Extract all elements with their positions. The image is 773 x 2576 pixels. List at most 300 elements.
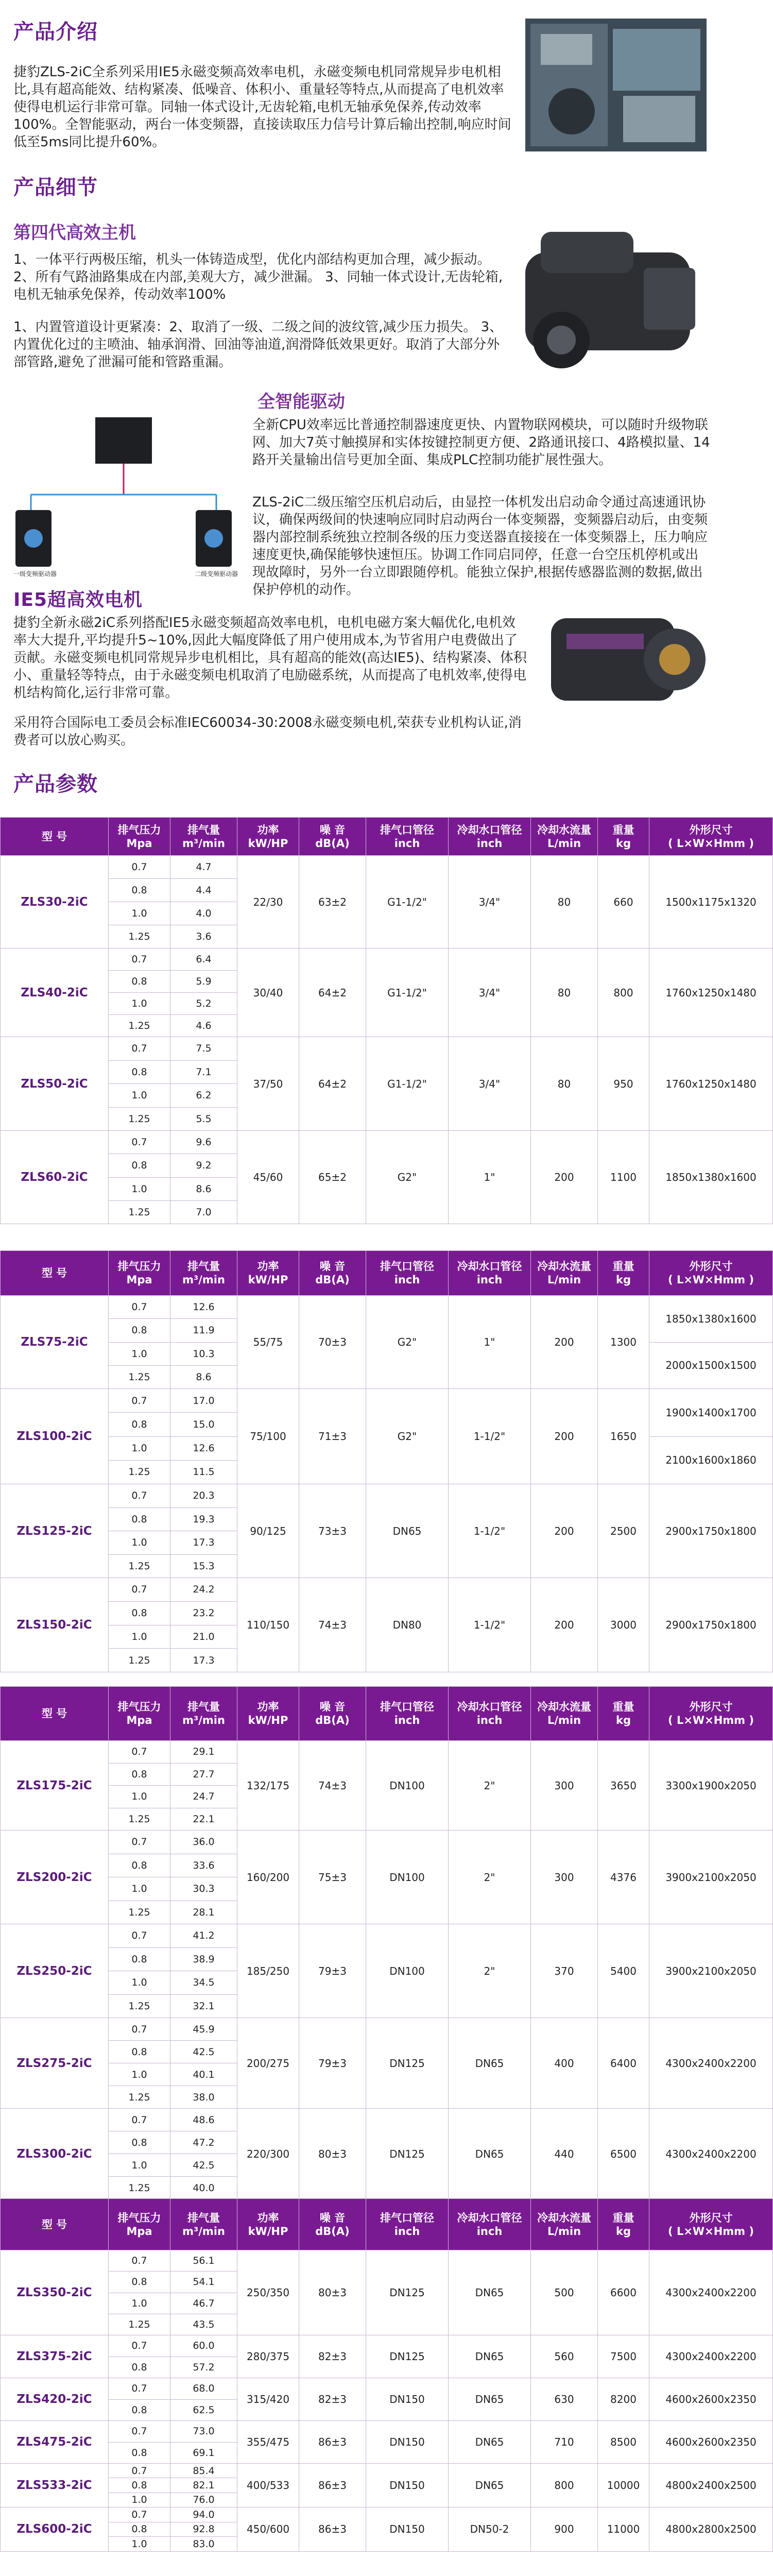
model-name: ZLS350-2iC xyxy=(1,2250,109,2335)
drive-text-2: ZLS-2iC二级压缩空压机启动后，由显控一体机发出启动命令通过高速通讯协议，确保两级间的快速响应同时启动两台一体变频器，变频器启动后，由变频器内部控制系统独立控制各级的压力变送器直接接在一体变频器上，压力响应速度更快,确保能够快速恒压。协调工作同启同停，任意一台空压机停机或出现故障时，另外一台立即跟随停机。能独立保护,根据传感器监测的数据,做出保护停机的动作。 xyxy=(252,495,708,598)
pressure-value: 0.7 xyxy=(109,1578,170,1602)
model-name: ZLS200-2iC xyxy=(1,1831,109,1924)
noise-value: 73±3 xyxy=(299,1484,366,1578)
model-name: ZLS420-2iC xyxy=(1,2378,109,2421)
spec-table xyxy=(0,1250,773,1672)
power-value: 280/375 xyxy=(237,2335,299,2378)
outlet-value: DN80 xyxy=(366,1578,449,1672)
water-flow-value: 500 xyxy=(531,2250,598,2335)
header-model: 型 号 xyxy=(1,1687,109,1741)
water-flow-value: 800 xyxy=(531,2464,598,2507)
params-title: 产品参数 xyxy=(13,772,98,796)
table-row xyxy=(1,1578,773,1602)
header-model: 型 号 xyxy=(1,1251,109,1296)
header-outlet: 排气口管径 inch xyxy=(366,818,449,856)
power-value: 160/200 xyxy=(237,1831,299,1924)
table-row xyxy=(1,2421,773,2443)
spec-table xyxy=(0,2198,773,2552)
water-flow-value: 440 xyxy=(531,2109,598,2199)
flow-value: 7.0 xyxy=(170,1200,237,1224)
cooling-pipe-value: 2" xyxy=(449,1831,531,1924)
pressure-value: 1.0 xyxy=(109,1436,170,1460)
weight-value: 6400 xyxy=(598,2018,649,2109)
dimension-value: 2900x1750x1800 xyxy=(649,1578,773,1672)
detail-point-1: 1、一体平行两极压缩，机头一体铸造成型，优化内部结构更加合理，减少振动。 2、所有气路油路集成在内部,美观大方，减少泄漏。 3、同轴一体式设计,无齿轮箱,电机无轴承免保养，传动效率100% xyxy=(13,252,503,302)
header-noise: 噪 音 dB(A) xyxy=(299,1251,366,1296)
pressure-value: 0.8 xyxy=(109,2131,170,2154)
model-name: ZLS533-2iC xyxy=(1,2464,109,2507)
power-value: 22/30 xyxy=(237,856,299,948)
pressure-value: 0.7 xyxy=(109,1831,170,1854)
spec-table xyxy=(0,1686,773,2199)
power-value: 37/50 xyxy=(237,1037,299,1131)
dimension-value: 1850x1380x1600 xyxy=(649,1296,773,1343)
power-value: 110/150 xyxy=(237,1578,299,1672)
flow-value: 17.3 xyxy=(170,1649,237,1672)
flow-value: 10.3 xyxy=(170,1342,237,1365)
outlet-value: DN150 xyxy=(366,2464,449,2507)
flow-value: 40.0 xyxy=(170,2177,237,2199)
pressure-value: 1.25 xyxy=(109,1649,170,1672)
power-value: 75/100 xyxy=(237,1389,299,1484)
header-noise: 噪 音 dB(A) xyxy=(299,818,366,856)
flow-value: 57.2 xyxy=(170,2357,237,2378)
weight-value: 11000 xyxy=(598,2507,649,2551)
water-flow-value: 900 xyxy=(531,2507,598,2551)
water-flow-value: 400 xyxy=(531,2018,598,2109)
flow-value: 68.0 xyxy=(170,2378,237,2400)
flow-value: 32.1 xyxy=(170,1994,237,2018)
motor-text-1: 捷豹全新永磁2iC系列搭配IE5永磁变频超高效率电机，电机电磁方案大幅优化,电机效率大大提升,平均提升5~10%,因此大幅度降低了用户使用成本,为节省用户电费做出了贡献。永磁变频电机同常规异步电机相比，具有超高的能效(高达IE5)、结构紧凑、体积小、重量轻等特点，由于永磁变频电机取消了电励磁系统，从而提高了电机效率,使得电机结构简化,运行非常可靠。 xyxy=(13,615,527,701)
pressure-value: 1.25 xyxy=(109,1107,170,1131)
outlet-value: DN125 xyxy=(366,2109,449,2199)
airend-photo xyxy=(515,222,706,386)
flow-value: 24.2 xyxy=(170,1578,237,1602)
water-flow-value: 300 xyxy=(531,1831,598,1924)
compressor-interior-photo xyxy=(525,19,707,151)
intro-title: 产品介绍 xyxy=(13,20,98,44)
water-flow-value: 200 xyxy=(531,1131,598,1224)
power-value: 45/60 xyxy=(237,1131,299,1224)
noise-value: 82±3 xyxy=(299,2378,366,2421)
outlet-value: G2" xyxy=(366,1296,449,1389)
pressure-value: 0.8 xyxy=(109,2041,170,2063)
table-row xyxy=(1,2109,773,2131)
header-cool: 冷却水口管径 inch xyxy=(449,1251,531,1296)
dimension-value: 3300x1900x2050 xyxy=(649,1741,773,1831)
pressure-value: 0.7 xyxy=(109,1484,170,1508)
cooling-pipe-value: DN65 xyxy=(449,2335,531,2378)
flow-value: 92.8 xyxy=(170,2522,237,2537)
water-flow-value: 300 xyxy=(531,1741,598,1831)
pressure-value: 1.0 xyxy=(109,2537,170,2552)
outlet-value: DN100 xyxy=(366,1741,449,1831)
table-row xyxy=(1,1389,773,1413)
pressure-value: 1.0 xyxy=(109,1084,170,1108)
diagram-right-label: 二级变频驱动器 xyxy=(194,570,238,578)
cooling-pipe-value: 2" xyxy=(449,1741,531,1831)
noise-value: 63±2 xyxy=(299,856,366,948)
outlet-value: G2" xyxy=(366,1389,449,1484)
cooling-pipe-value: 1-1/2" xyxy=(449,1389,531,1484)
dimension-value: 1760x1250x1480 xyxy=(649,948,773,1037)
pressure-value: 0.7 xyxy=(109,1037,170,1061)
header-dim: 外形尺寸 ( L×W×Hmm ) xyxy=(649,1687,773,1741)
flow-value: 4.4 xyxy=(170,879,237,902)
header-pressure: 排气压力 Mpa xyxy=(109,1251,170,1296)
pressure-value: 0.7 xyxy=(109,1296,170,1319)
spec-table xyxy=(0,817,773,1224)
outlet-value: G1-1/2" xyxy=(366,948,449,1037)
header-pressure: 排气压力 Mpa xyxy=(109,2199,170,2250)
cooling-pipe-value: DN65 xyxy=(449,2250,531,2335)
flow-value: 9.6 xyxy=(170,1131,237,1154)
table-row xyxy=(1,2507,773,2522)
flow-value: 45.9 xyxy=(170,2018,237,2041)
noise-value: 79±3 xyxy=(299,2018,366,2109)
pressure-value: 1.25 xyxy=(109,1365,170,1388)
flow-value: 73.0 xyxy=(170,2421,237,2443)
flow-value: 8.6 xyxy=(170,1177,237,1200)
noise-value: 64±2 xyxy=(299,1037,366,1131)
flow-value: 83.0 xyxy=(170,2537,237,2552)
flow-value: 69.1 xyxy=(170,2442,237,2464)
table-row xyxy=(1,1296,773,1319)
weight-value: 3650 xyxy=(598,1741,649,1831)
dimension-value: 3900x2100x2050 xyxy=(649,1924,773,2018)
model-name: ZLS600-2iC xyxy=(1,2507,109,2551)
flow-value: 36.0 xyxy=(170,1831,237,1854)
model-name: ZLS175-2iC xyxy=(1,1741,109,1831)
pressure-value: 1.25 xyxy=(109,1808,170,1831)
model-name: ZLS30-2iC xyxy=(1,856,109,948)
table-row xyxy=(1,1037,773,1061)
drive-diagram xyxy=(5,407,247,577)
flow-value: 56.1 xyxy=(170,2250,237,2272)
weight-value: 5400 xyxy=(598,1924,649,2018)
model-name: ZLS100-2iC xyxy=(1,1389,109,1484)
pressure-value: 1.25 xyxy=(109,1015,170,1037)
detail-title: 产品细节 xyxy=(13,176,98,199)
table-row xyxy=(1,1484,773,1508)
pressure-value: 0.8 xyxy=(109,2357,170,2378)
table-row xyxy=(1,948,773,971)
header-flow: 排气量 m³/min xyxy=(170,1251,237,1296)
pressure-value: 0.8 xyxy=(109,2478,170,2493)
intro-text: 捷豹ZLS-2iC全系列采用IE5永磁变频高效率电机，永磁变频电机同常规异步电机相比,具有超高能效、结构紧凑、低噪音、体积小、重量轻等特点,从而提高了电机效率使得电机运行非常可靠。同轴一体式设计,无齿轮箱,电机无轴承免保养,传动效率100%。全智能驱动，两台一体变频器，直接读取压力信号计算后输出控制,响应时间低至5ms同比提升60%。 xyxy=(13,64,511,150)
flow-value: 15.0 xyxy=(170,1413,237,1436)
weight-value: 950 xyxy=(598,1037,649,1131)
header-noise: 噪 音 dB(A) xyxy=(299,2199,366,2250)
pressure-value: 0.8 xyxy=(109,971,170,993)
pressure-value: 0.8 xyxy=(109,2272,170,2293)
pressure-value: 0.8 xyxy=(109,2399,170,2421)
pressure-value: 1.0 xyxy=(109,2063,170,2086)
dimension-value: 2900x1750x1800 xyxy=(649,1484,773,1578)
outlet-value: DN100 xyxy=(366,1924,449,2018)
flow-value: 8.6 xyxy=(170,1365,237,1388)
flow-value: 28.1 xyxy=(170,1901,237,1924)
flow-value: 34.5 xyxy=(170,1971,237,1995)
pressure-value: 1.25 xyxy=(109,1994,170,2018)
noise-value: 86±3 xyxy=(299,2507,366,2551)
pressure-value: 0.7 xyxy=(109,1389,170,1413)
motor-photo xyxy=(546,603,711,711)
model-name: ZLS275-2iC xyxy=(1,2018,109,2109)
pressure-value: 1.0 xyxy=(109,1786,170,1808)
weight-value: 7500 xyxy=(598,2335,649,2378)
weight-value: 1100 xyxy=(598,1131,649,1224)
pressure-value: 1.25 xyxy=(109,1554,170,1578)
pressure-value: 0.8 xyxy=(109,1947,170,1971)
noise-value: 79±3 xyxy=(299,1924,366,2018)
pressure-value: 1.0 xyxy=(109,1531,170,1555)
cooling-pipe-value: DN65 xyxy=(449,2018,531,2109)
pressure-value: 0.7 xyxy=(109,1741,170,1764)
noise-value: 82±3 xyxy=(299,2335,366,2378)
flow-value: 47.2 xyxy=(170,2131,237,2154)
flow-value: 3.6 xyxy=(170,925,237,948)
pressure-value: 0.7 xyxy=(109,948,170,971)
pressure-value: 1.25 xyxy=(109,2177,170,2199)
flow-value: 5.2 xyxy=(170,993,237,1015)
power-value: 30/40 xyxy=(237,948,299,1037)
header-model: 型 号 xyxy=(1,818,109,856)
cooling-pipe-value: 1" xyxy=(449,1296,531,1389)
power-value: 90/125 xyxy=(237,1484,299,1578)
table-row xyxy=(1,1924,773,1948)
weight-value: 6600 xyxy=(598,2250,649,2335)
pressure-value: 0.7 xyxy=(109,2018,170,2041)
header-flow: 排气量 m³/min xyxy=(170,2199,237,2250)
flow-value: 82.1 xyxy=(170,2478,237,2493)
weight-value: 2500 xyxy=(598,1484,649,1578)
flow-value: 6.4 xyxy=(170,948,237,971)
pressure-value: 1.0 xyxy=(109,2154,170,2177)
water-flow-value: 80 xyxy=(531,948,598,1037)
flow-value: 27.7 xyxy=(170,1763,237,1786)
flow-value: 46.7 xyxy=(170,2293,237,2314)
dimension-value: 2100x1600x1860 xyxy=(649,1436,773,1484)
table-row xyxy=(1,2250,773,2272)
header-model: 型 号 xyxy=(1,2199,109,2250)
weight-value: 660 xyxy=(598,856,649,948)
flow-value: 17.0 xyxy=(170,1389,237,1413)
pressure-value: 0.7 xyxy=(109,856,170,879)
drive-text-1: 全新CPU效率远比普通控制器速度更快、内置物联网模块，可以随时升级物联网、加大7英寸触摸屏和实体按键控制更方便、2路通讯接口、4路模拟量、14路开关量输出信号更加全面、集成PLC控制功能扩展性强大。 xyxy=(252,417,710,468)
dimension-value: 1760x1250x1480 xyxy=(649,1037,773,1131)
power-value: 315/420 xyxy=(237,2378,299,2421)
pressure-value: 0.7 xyxy=(109,1924,170,1948)
pressure-value: 1.25 xyxy=(109,1901,170,1924)
cooling-pipe-value: 3/4" xyxy=(449,1037,531,1131)
flow-value: 11.5 xyxy=(170,1460,237,1484)
pressure-value: 0.8 xyxy=(109,1854,170,1877)
water-flow-value: 200 xyxy=(531,1578,598,1672)
dimension-value: 1500x1175x1320 xyxy=(649,856,773,948)
detail-subtitle: 第四代高效主机 xyxy=(13,223,136,243)
pressure-value: 1.0 xyxy=(109,1877,170,1901)
dimension-value: 4600x2600x2350 xyxy=(649,2421,773,2464)
flow-value: 4.0 xyxy=(170,902,237,925)
header-dim: 外形尺寸 ( L×W×Hmm ) xyxy=(649,2199,773,2250)
pressure-value: 0.8 xyxy=(109,2442,170,2464)
flow-value: 76.0 xyxy=(170,2493,237,2507)
power-value: 132/175 xyxy=(237,1741,299,1831)
header-water: 冷却水流量 L/min xyxy=(531,1251,598,1296)
outlet-value: DN100 xyxy=(366,1831,449,1924)
flow-value: 4.7 xyxy=(170,856,237,879)
pressure-value: 0.7 xyxy=(109,2109,170,2131)
table-row xyxy=(1,1741,773,1764)
water-flow-value: 560 xyxy=(531,2335,598,2378)
pressure-value: 1.25 xyxy=(109,2314,170,2335)
pressure-value: 0.8 xyxy=(109,1319,170,1342)
flow-value: 41.2 xyxy=(170,1924,237,1948)
header-pressure: 排气压力 Mpa xyxy=(109,818,170,856)
cooling-pipe-value: 3/4" xyxy=(449,948,531,1037)
cooling-pipe-value: 3/4" xyxy=(449,856,531,948)
header-dim: 外形尺寸 ( L×W×Hmm ) xyxy=(649,1251,773,1296)
water-flow-value: 370 xyxy=(531,1924,598,2018)
noise-value: 80±3 xyxy=(299,2250,366,2335)
flow-value: 43.5 xyxy=(170,2314,237,2335)
model-name: ZLS250-2iC xyxy=(1,1924,109,2018)
header-noise: 噪 音 dB(A) xyxy=(299,1687,366,1741)
dimension-value: 4300x2400x2200 xyxy=(649,2018,773,2109)
dimension-value: 4300x2400x2200 xyxy=(649,2250,773,2335)
weight-value: 8500 xyxy=(598,2421,649,2464)
header-cool: 冷却水口管径 inch xyxy=(449,2199,531,2250)
noise-value: 86±3 xyxy=(299,2421,366,2464)
pressure-value: 1.25 xyxy=(109,1460,170,1484)
drive-title: 全智能驱动 xyxy=(257,392,345,412)
model-name: ZLS475-2iC xyxy=(1,2421,109,2464)
outlet-value: G2" xyxy=(366,1131,449,1224)
weight-value: 4376 xyxy=(598,1831,649,1924)
dimension-value: 4300x2400x2200 xyxy=(649,2335,773,2378)
pressure-value: 0.7 xyxy=(109,2335,170,2357)
pressure-value: 0.7 xyxy=(109,1131,170,1154)
pressure-value: 0.8 xyxy=(109,1763,170,1786)
flow-value: 24.7 xyxy=(170,1786,237,1808)
header-power: 功率 kW/HP xyxy=(237,1687,299,1741)
table-row xyxy=(1,1131,773,1154)
flow-value: 12.6 xyxy=(170,1436,237,1460)
flow-value: 29.1 xyxy=(170,1741,237,1764)
header-water: 冷却水流量 L/min xyxy=(531,818,598,856)
dimension-value: 4600x2600x2350 xyxy=(649,2378,773,2421)
dimension-value: 1900x1400x1700 xyxy=(649,1389,773,1437)
header-weight: 重量 kg xyxy=(598,2199,649,2250)
pressure-value: 1.25 xyxy=(109,925,170,948)
weight-value: 6500 xyxy=(598,2109,649,2199)
table-row xyxy=(1,856,773,879)
header-power: 功率 kW/HP xyxy=(237,818,299,856)
table-row xyxy=(1,2335,773,2357)
water-flow-value: 80 xyxy=(531,856,598,948)
flow-value: 62.5 xyxy=(170,2399,237,2421)
outlet-value: DN125 xyxy=(366,2250,449,2335)
header-water: 冷却水流量 L/min xyxy=(531,1687,598,1741)
header-cool: 冷却水口管径 inch xyxy=(449,818,531,856)
header-water: 冷却水流量 L/min xyxy=(531,2199,598,2250)
header-flow: 排气量 m³/min xyxy=(170,1687,237,1741)
dimension-value: 4800x2800x2500 xyxy=(649,2507,773,2551)
flow-value: 11.9 xyxy=(170,1319,237,1342)
dimension-value: 2000x1500x1500 xyxy=(649,1342,773,1389)
pressure-value: 0.8 xyxy=(109,1507,170,1531)
pressure-value: 1.0 xyxy=(109,902,170,925)
motor-title: IE5超高效电机 xyxy=(13,589,143,611)
water-flow-value: 200 xyxy=(531,1296,598,1389)
diagram-left-label: 一级变频驱动器 xyxy=(13,570,57,578)
flow-value: 33.6 xyxy=(170,1854,237,1877)
cooling-pipe-value: DN65 xyxy=(449,2378,531,2421)
header-outlet: 排气口管径 inch xyxy=(366,1251,449,1296)
header-outlet: 排气口管径 inch xyxy=(366,2199,449,2250)
flow-value: 7.5 xyxy=(170,1037,237,1061)
water-flow-value: 80 xyxy=(531,1037,598,1131)
flow-value: 54.1 xyxy=(170,2272,237,2293)
header-power: 功率 kW/HP xyxy=(237,1251,299,1296)
model-name: ZLS60-2iC xyxy=(1,1131,109,1224)
power-value: 55/75 xyxy=(237,1296,299,1389)
flow-value: 17.3 xyxy=(170,1531,237,1555)
model-name: ZLS75-2iC xyxy=(1,1296,109,1389)
detail-point-2: 1、内置管道设计更紧凑：2、取消了一级、二级之间的波纹管,减少压力损失。 3、内置优化过的主喷油、轴承润滑、回油等油道,润滑降低效果更好。取消了大部分外部管路,避免了泄漏可能和管路重漏。 xyxy=(13,319,503,370)
pressure-value: 0.7 xyxy=(109,2507,170,2522)
flow-value: 42.5 xyxy=(170,2041,237,2063)
pressure-value: 1.25 xyxy=(109,1200,170,1224)
table-row xyxy=(1,2464,773,2478)
cooling-pipe-value: 1" xyxy=(449,1131,531,1224)
header-weight: 重量 kg xyxy=(598,818,649,856)
pressure-value: 0.8 xyxy=(109,879,170,902)
power-value: 450/600 xyxy=(237,2507,299,2551)
dimension-value: 1850x1380x1600 xyxy=(649,1131,773,1224)
model-name: ZLS50-2iC xyxy=(1,1037,109,1131)
flow-value: 19.3 xyxy=(170,1507,237,1531)
pressure-value: 0.7 xyxy=(109,2378,170,2400)
dimension-value: 4800x2400x2500 xyxy=(649,2464,773,2507)
pressure-value: 0.7 xyxy=(109,2250,170,2272)
noise-value: 75±3 xyxy=(299,1831,366,1924)
flow-value: 7.1 xyxy=(170,1060,237,1084)
power-value: 200/275 xyxy=(237,2018,299,2109)
dimension-value: 3900x2100x2050 xyxy=(649,1831,773,1924)
noise-value: 65±2 xyxy=(299,1131,366,1224)
model-name: ZLS150-2iC xyxy=(1,1578,109,1672)
water-flow-value: 200 xyxy=(531,1389,598,1484)
noise-value: 74±3 xyxy=(299,1741,366,1831)
outlet-value: G1-1/2" xyxy=(366,856,449,948)
pressure-value: 1.0 xyxy=(109,2493,170,2507)
outlet-value: DN125 xyxy=(366,2335,449,2378)
weight-value: 1650 xyxy=(598,1389,649,1484)
power-value: 355/475 xyxy=(237,2421,299,2464)
pressure-value: 1.0 xyxy=(109,1177,170,1200)
header-power: 功率 kW/HP xyxy=(237,2199,299,2250)
power-value: 220/300 xyxy=(237,2109,299,2199)
header-outlet: 排气口管径 inch xyxy=(366,1687,449,1741)
noise-value: 86±3 xyxy=(299,2464,366,2507)
noise-value: 70±3 xyxy=(299,1296,366,1389)
cooling-pipe-value: DN65 xyxy=(449,2109,531,2199)
weight-value: 3000 xyxy=(598,1578,649,1672)
table-row xyxy=(1,2018,773,2041)
table-row xyxy=(1,2378,773,2400)
